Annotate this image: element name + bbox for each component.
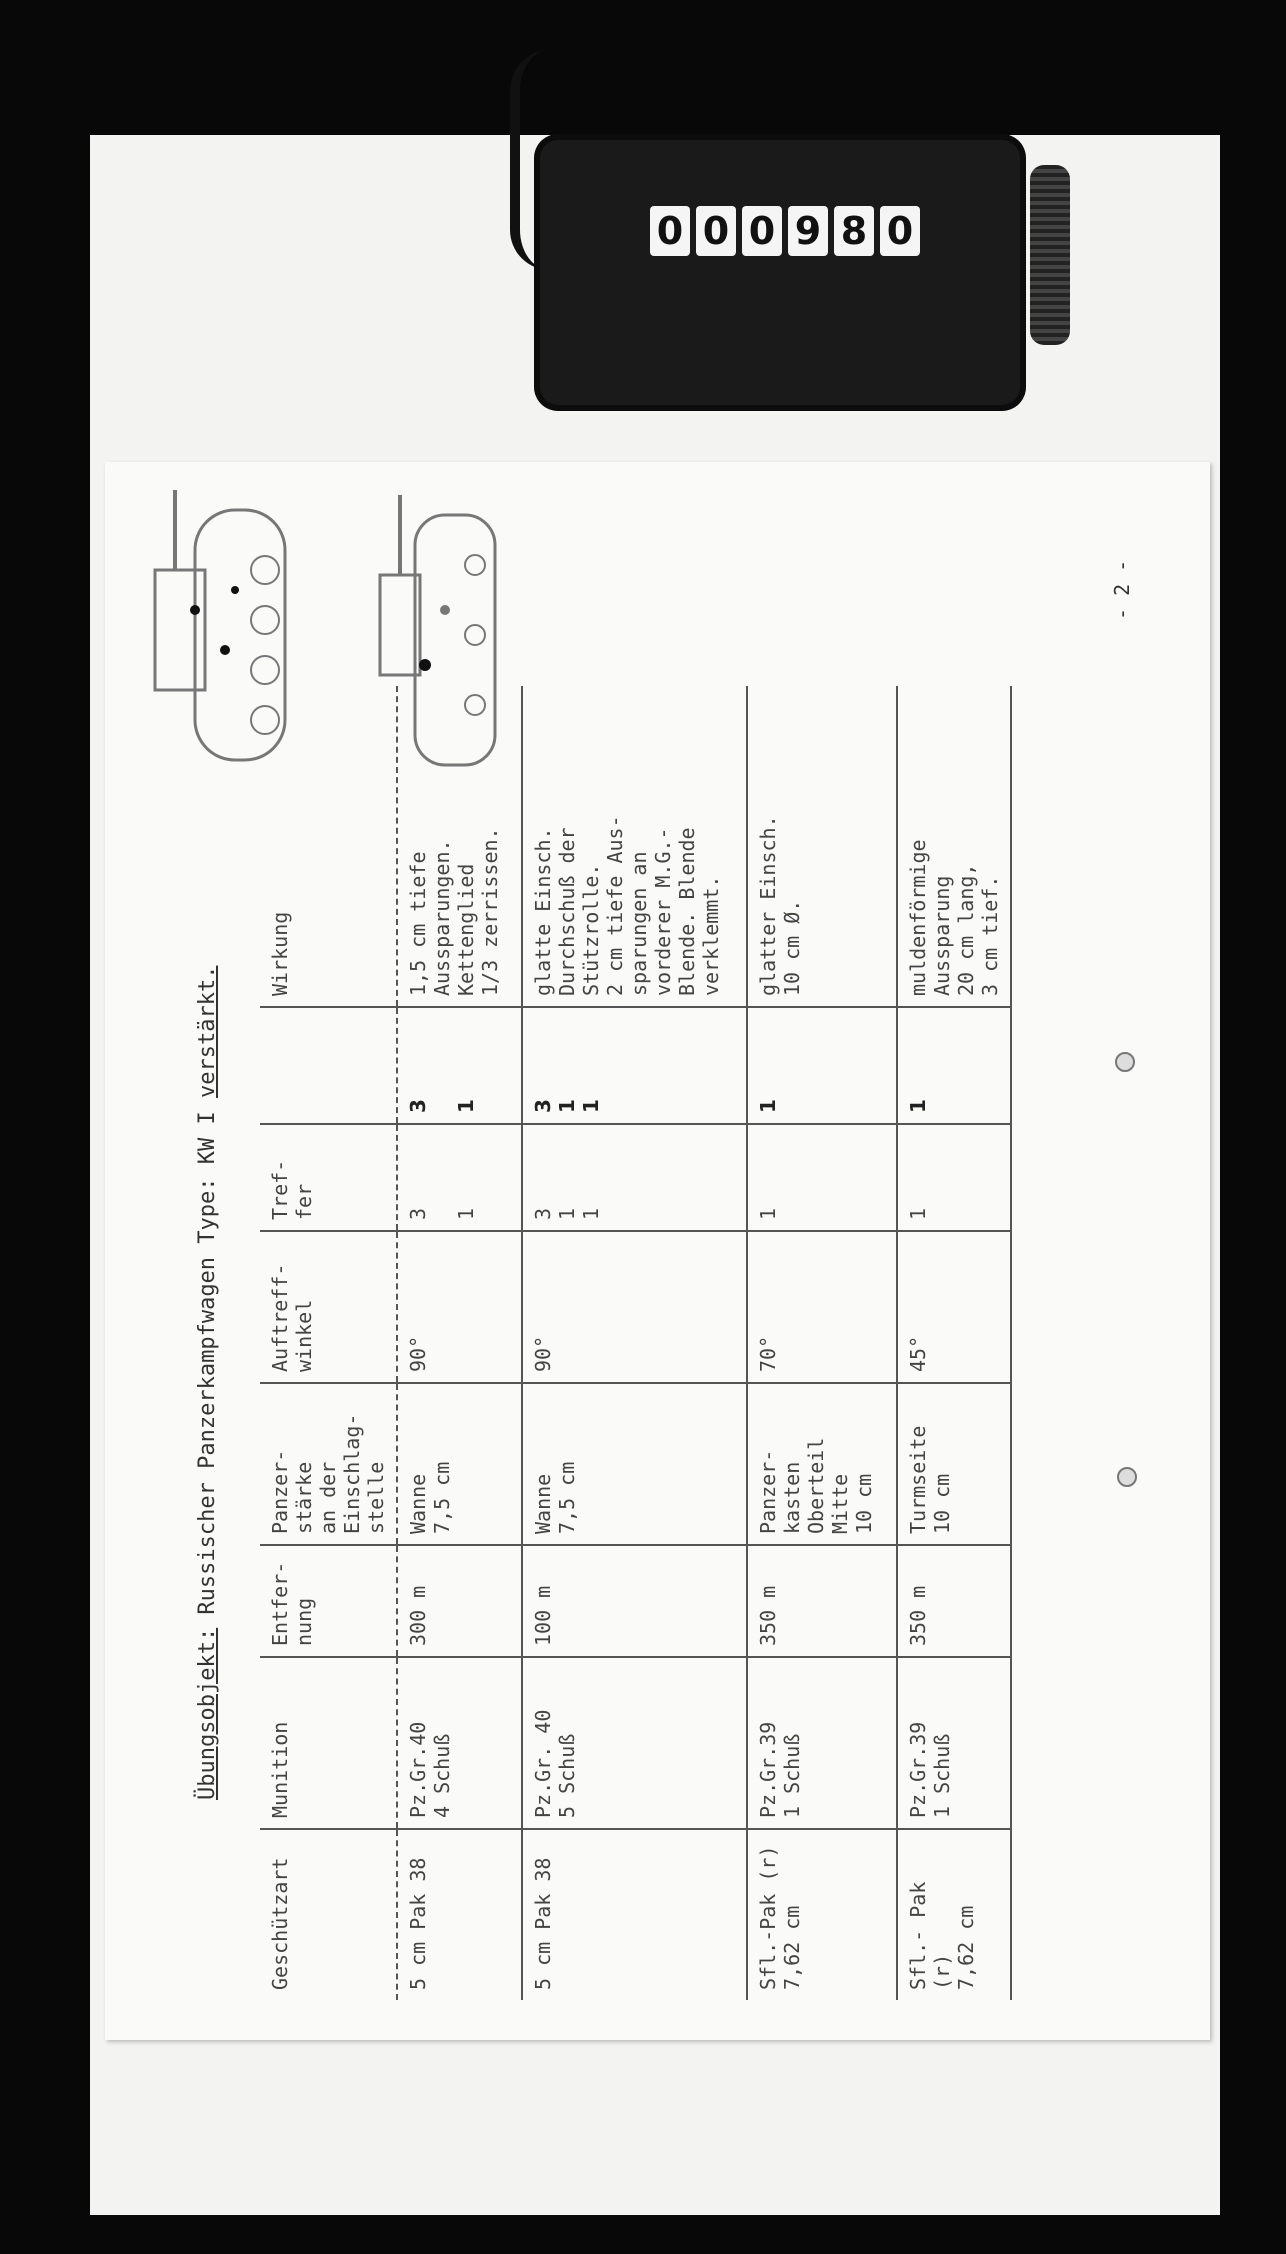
title-suffix: verstärkt.: [195, 965, 220, 1098]
cell-wirkung: glatter Einsch. 10 cm Ø.: [747, 686, 897, 1007]
table-row: [747, 686, 897, 2000]
tank-sketch-top: [375, 485, 535, 785]
cell-handwritten: 1: [897, 1007, 1011, 1124]
cell-winkel: 90°: [522, 1231, 747, 1383]
header-cell: Munition: [260, 1657, 397, 1829]
cell-entfernung: 350 m: [897, 1545, 1011, 1657]
counter-digit: 0: [650, 206, 690, 256]
counter-digit: 8: [834, 206, 874, 256]
cell-winkel: 90°: [397, 1231, 522, 1383]
counter-knob: [1030, 165, 1070, 345]
punch-hole: [1117, 1467, 1137, 1487]
counter-digit: 0: [742, 206, 782, 256]
cell-geschuetz: Sfl.- Pak (r) 7,62 cm: [897, 1829, 1011, 2000]
title-prefix: Übungsobjekt:: [195, 1627, 220, 1800]
cell-munition: Pz.Gr. 40 5 Schuß: [522, 1657, 747, 1829]
cell-panzer: Wanne 7,5 cm: [522, 1383, 747, 1545]
cell-munition: Pz.Gr.39 1 Schuß: [897, 1657, 1011, 1829]
cell-munition: Pz.Gr.39 1 Schuß: [747, 1657, 897, 1829]
counter-digit: 0: [880, 206, 920, 256]
title-main: Russischer Panzerkampfwagen Type: KW I: [195, 1098, 220, 1628]
tank-sketch-side: [135, 480, 335, 780]
table-header: [260, 686, 397, 2000]
table-row: [522, 686, 747, 2000]
cell-treffer: 1: [897, 1124, 1011, 1231]
cell-entfernung: 100 m: [522, 1545, 747, 1657]
counter-digits: [650, 206, 920, 256]
table-row: [897, 686, 1011, 2000]
cell-geschuetz: 5 cm Pak 38: [522, 1829, 747, 2000]
cell-panzer: Turmseite 10 cm: [897, 1383, 1011, 1545]
page-number: - 2 -: [1110, 559, 1134, 620]
rotated-content: [105, 462, 1210, 2040]
header-cell: Entfer- nung: [260, 1545, 397, 1657]
cell-winkel: 45°: [897, 1231, 1011, 1383]
cell-wirkung: muldenförmige Aussparung 20 cm lang, 3 cm tief.: [897, 686, 1011, 1007]
cell-entfernung: 350 m: [747, 1545, 897, 1657]
cell-wirkung: glatte Einsch. Durchschuß der Stützrolle. 2 cm tiefe Aus- sparungen an vorderer M.G.- Blende. Blende verklemmt.: [522, 686, 747, 1007]
cell-treffer: 3 1: [397, 1124, 522, 1231]
header-cell: Panzer- stärke an der Einschlag- stelle: [260, 1383, 397, 1545]
cell-munition: Pz.Gr.40 4 Schuß: [397, 1657, 522, 1829]
counter-digit: 9: [788, 206, 828, 256]
cell-entfernung: 300 m: [397, 1545, 522, 1657]
document-page: [105, 462, 1210, 2040]
cell-geschuetz: 5 cm Pak 38: [397, 1829, 522, 2000]
cell-panzer: Panzer- kasten Oberteil Mitte 10 cm: [747, 1383, 897, 1545]
cell-treffer: 3 1 1: [522, 1124, 747, 1231]
table-row: [397, 686, 522, 2000]
frame-counter: [540, 140, 1020, 405]
header-cell: Wirkung: [260, 686, 397, 1007]
cell-handwritten: 3 1: [397, 1007, 522, 1124]
cell-winkel: 70°: [747, 1231, 897, 1383]
counter-digit: 0: [696, 206, 736, 256]
header-cell: [260, 1007, 397, 1124]
cell-handwritten: 3 1 1: [522, 1007, 747, 1124]
punch-hole: [1115, 1052, 1135, 1072]
cell-handwritten: 1: [747, 1007, 897, 1124]
header-cell: Auftreff- winkel: [260, 1231, 397, 1383]
document-title: [195, 966, 220, 1800]
cell-wirkung: 1,5 cm tiefe Aussparungen. Kettenglied 1/3 zerrissen.: [397, 686, 522, 1007]
cell-geschuetz: Sfl.-Pak (r) 7,62 cm: [747, 1829, 897, 2000]
results-table: [260, 686, 1012, 2000]
cell-treffer: 1: [747, 1124, 897, 1231]
header-cell: Geschützart: [260, 1829, 397, 2000]
header-cell: Tref- fer: [260, 1124, 397, 1231]
cell-panzer: Wanne 7,5 cm: [397, 1383, 522, 1545]
